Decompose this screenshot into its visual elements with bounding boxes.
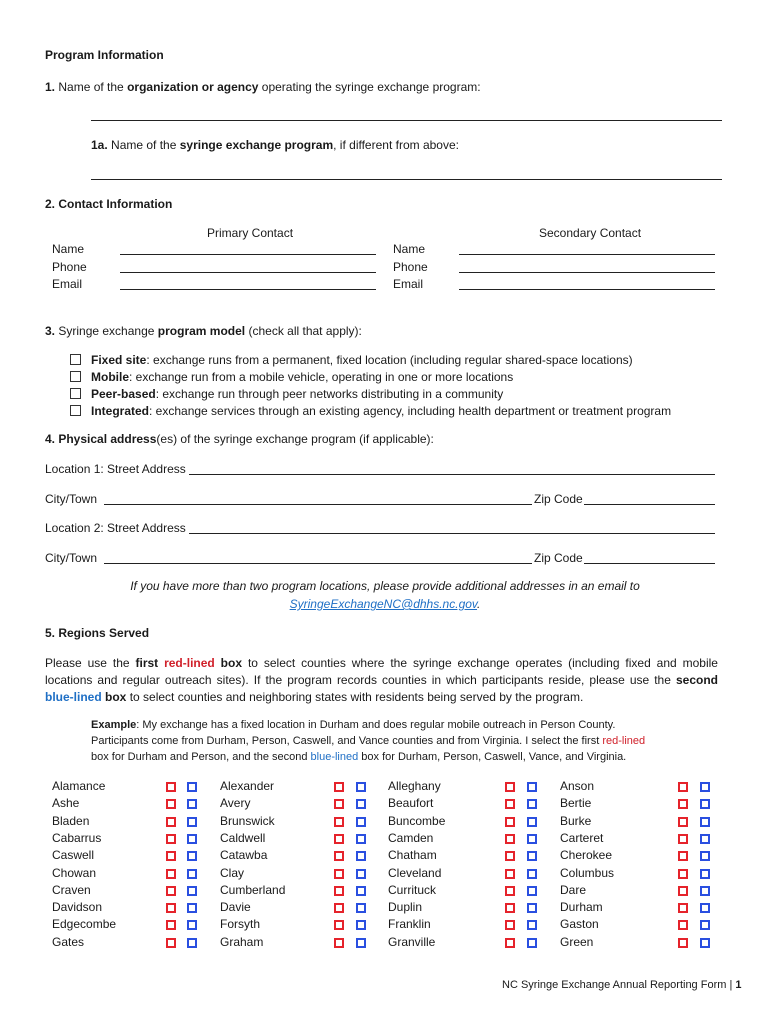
- primary-name-label: Name: [52, 242, 85, 256]
- county-operates-checkbox[interactable]: [334, 851, 344, 861]
- county-operates-checkbox[interactable]: [166, 920, 176, 930]
- county-label: Brunswick: [220, 813, 275, 828]
- county-label: Alamance: [52, 779, 106, 793]
- county-label: Bladen: [52, 813, 90, 828]
- county-residents-checkbox[interactable]: [527, 851, 537, 861]
- county-label: Duplin: [388, 900, 423, 915]
- county-residents-checkbox[interactable]: [356, 869, 366, 879]
- peer-based-option: Peer-based: exchange run through peer networks distributing in a community: [91, 387, 504, 401]
- county-residents-checkbox[interactable]: [187, 869, 197, 879]
- county-residents-checkbox[interactable]: [527, 869, 537, 879]
- county-residents-checkbox[interactable]: [700, 782, 710, 792]
- county-label: Camden: [388, 830, 434, 845]
- county-residents-checkbox[interactable]: [700, 869, 710, 879]
- county-residents-checkbox[interactable]: [356, 886, 366, 896]
- county-operates-checkbox[interactable]: [678, 782, 688, 792]
- county-operates-checkbox[interactable]: [678, 799, 688, 809]
- zip-2-label: Zip Code: [534, 551, 583, 565]
- county-residents-checkbox[interactable]: [356, 903, 366, 913]
- secondary-name-label: Name: [393, 242, 426, 256]
- county-label: Edgecombe: [52, 917, 117, 932]
- county-operates-checkbox[interactable]: [334, 782, 344, 792]
- county-residents-checkbox[interactable]: [356, 782, 366, 792]
- zip-1-field[interactable]: [584, 504, 715, 505]
- county-residents-checkbox[interactable]: [356, 920, 366, 930]
- county-residents-checkbox[interactable]: [356, 938, 366, 948]
- regions-example: Example: My exchange has a fixed location in Durham and does regular mobile outreach in Person County. Participants come from Durham, Person, Caswell, and Vance counties and from Virginia. I select the first red-lined box for Durham and Person, and the second blue-lined box for Durham, Person, Caswell, Vance, and Virginia.: [91, 719, 646, 763]
- county-label: Alexander: [220, 779, 275, 793]
- county-residents-checkbox[interactable]: [187, 938, 197, 948]
- county-operates-checkbox[interactable]: [166, 886, 176, 896]
- secondary-name-field[interactable]: [459, 254, 715, 255]
- city-1-field[interactable]: [104, 504, 532, 505]
- county-operates-checkbox[interactable]: [678, 851, 688, 861]
- county-label: Craven: [52, 882, 91, 897]
- county-label: Chowan: [52, 865, 97, 880]
- county-residents-checkbox[interactable]: [356, 799, 366, 809]
- primary-contact-label: Primary Contact: [207, 226, 294, 240]
- city-2-field[interactable]: [104, 563, 532, 564]
- county-residents-checkbox[interactable]: [356, 817, 366, 827]
- section-heading-contact: 2. Contact Information: [45, 197, 173, 211]
- secondary-contact-label: Secondary Contact: [539, 226, 642, 240]
- integrated-checkbox[interactable]: [70, 405, 81, 416]
- county-operates-checkbox[interactable]: [334, 834, 344, 844]
- secondary-email-label: Email: [393, 277, 424, 291]
- county-residents-checkbox[interactable]: [700, 851, 710, 861]
- fixed-site-option: Fixed site: exchange runs from a permanent, fixed location (including regular shared-space locations): [91, 353, 633, 367]
- county-label: Gates: [52, 934, 85, 949]
- county-label: Buncombe: [388, 813, 446, 828]
- question-4: 4. Physical address(es) of the syringe exchange program (if applicable):: [45, 432, 434, 446]
- county-operates-checkbox[interactable]: [505, 903, 515, 913]
- county-label: Chatham: [388, 848, 437, 863]
- location-2-street-field[interactable]: [189, 533, 715, 534]
- county-operates-checkbox[interactable]: [334, 799, 344, 809]
- county-residents-checkbox[interactable]: [527, 782, 537, 792]
- county-operates-checkbox[interactable]: [678, 886, 688, 896]
- county-operates-checkbox[interactable]: [678, 834, 688, 844]
- section-heading-program-information: Program Information: [45, 48, 164, 62]
- primary-phone-label: Phone: [52, 260, 87, 274]
- county-operates-checkbox[interactable]: [334, 938, 344, 948]
- county-label: Burke: [560, 813, 592, 828]
- county-residents-checkbox[interactable]: [187, 799, 197, 809]
- county-label: Catawba: [220, 848, 268, 863]
- mobile-option: Mobile: exchange run from a mobile vehicle, operating in one or more locations: [91, 370, 514, 384]
- fixed-site-checkbox[interactable]: [70, 354, 81, 365]
- county-label: Franklin: [388, 917, 431, 932]
- county-label: Graham: [220, 934, 264, 949]
- county-operates-checkbox[interactable]: [334, 886, 344, 896]
- peer-based-checkbox[interactable]: [70, 388, 81, 399]
- county-label: Granville: [388, 934, 436, 949]
- county-operates-checkbox[interactable]: [678, 869, 688, 879]
- question-1: 1. Name of the organization or agency operating the syringe exchange program:: [45, 80, 481, 94]
- county-label: Gaston: [560, 917, 599, 932]
- zip-2-field[interactable]: [584, 563, 715, 564]
- county-operates-checkbox[interactable]: [505, 920, 515, 930]
- primary-name-field[interactable]: [120, 254, 376, 255]
- city-2-label: City/Town: [45, 551, 98, 565]
- primary-email-field[interactable]: [120, 289, 376, 290]
- county-residents-checkbox[interactable]: [187, 782, 197, 792]
- county-residents-checkbox[interactable]: [187, 903, 197, 913]
- syringe-exchange-email-link[interactable]: SyringeExchangeNC@dhhs.nc.gov: [289, 597, 478, 611]
- county-operates-checkbox[interactable]: [166, 834, 176, 844]
- county-residents-checkbox[interactable]: [700, 938, 710, 948]
- additional-locations-note: If you have more than two program locations, please provide additional addresses in an email to: [130, 579, 640, 593]
- county-residents-checkbox[interactable]: [700, 817, 710, 827]
- county-residents-checkbox[interactable]: [356, 834, 366, 844]
- county-operates-checkbox[interactable]: [334, 817, 344, 827]
- county-residents-checkbox[interactable]: [527, 920, 537, 930]
- county-operates-checkbox[interactable]: [505, 938, 515, 948]
- county-residents-checkbox[interactable]: [527, 799, 537, 809]
- location-1-street-field[interactable]: [189, 474, 715, 475]
- county-label: Cherokee: [560, 848, 613, 863]
- county-residents-checkbox[interactable]: [527, 834, 537, 844]
- county-label: Cumberland: [220, 882, 286, 897]
- county-label: Davie: [220, 900, 251, 915]
- section-heading-regions: 5. Regions Served: [45, 626, 150, 640]
- program-name-field[interactable]: [91, 179, 722, 180]
- secondary-phone-label: Phone: [393, 260, 428, 274]
- county-label: Green: [560, 934, 594, 949]
- county-residents-checkbox[interactable]: [356, 851, 366, 861]
- county-operates-checkbox[interactable]: [166, 851, 176, 861]
- county-label: Cabarrus: [52, 830, 102, 845]
- primary-phone-field[interactable]: [120, 272, 376, 273]
- county-label: Alleghany: [388, 779, 441, 793]
- county-residents-checkbox[interactable]: [187, 834, 197, 844]
- county-residents-checkbox[interactable]: [700, 834, 710, 844]
- county-residents-checkbox[interactable]: [527, 817, 537, 827]
- county-label: Durham: [560, 900, 603, 915]
- county-label: Ashe: [52, 796, 80, 811]
- organization-name-field[interactable]: [91, 120, 722, 121]
- secondary-email-field[interactable]: [459, 289, 715, 290]
- county-label: Clay: [220, 865, 245, 880]
- county-residents-checkbox[interactable]: [700, 903, 710, 913]
- county-label: Cleveland: [388, 865, 442, 880]
- location-1-street-label: Location 1: Street Address: [45, 462, 186, 476]
- county-operates-checkbox[interactable]: [166, 938, 176, 948]
- county-operates-checkbox[interactable]: [678, 903, 688, 913]
- email-line: SyringeExchangeNC@dhhs.nc.gov.: [289, 597, 481, 611]
- county-residents-checkbox[interactable]: [700, 920, 710, 930]
- county-label: Forsyth: [220, 917, 261, 932]
- location-2-street-label: Location 2: Street Address: [45, 521, 186, 535]
- county-label: Avery: [220, 796, 251, 811]
- county-operates-checkbox[interactable]: [166, 869, 176, 879]
- county-operates-checkbox[interactable]: [678, 920, 688, 930]
- county-operates-checkbox[interactable]: [505, 782, 515, 792]
- county-label: Currituck: [388, 882, 437, 897]
- primary-email-label: Email: [52, 277, 83, 291]
- county-residents-checkbox[interactable]: [527, 938, 537, 948]
- county-operates-checkbox[interactable]: [334, 869, 344, 879]
- county-label: Caswell: [52, 848, 95, 863]
- county-label: Davidson: [52, 900, 103, 915]
- county-residents-checkbox[interactable]: [187, 851, 197, 861]
- county-residents-checkbox[interactable]: [187, 920, 197, 930]
- county-residents-checkbox[interactable]: [527, 903, 537, 913]
- county-operates-checkbox[interactable]: [678, 938, 688, 948]
- county-operates-checkbox[interactable]: [166, 903, 176, 913]
- county-operates-checkbox[interactable]: [505, 869, 515, 879]
- county-operates-checkbox[interactable]: [166, 799, 176, 809]
- county-label: Carteret: [560, 830, 604, 845]
- county-operates-checkbox[interactable]: [505, 886, 515, 896]
- county-operates-checkbox[interactable]: [505, 799, 515, 809]
- question-3: 3. Syringe exchange program model (check all that apply):: [45, 324, 362, 338]
- zip-1-label: Zip Code: [534, 492, 583, 506]
- county-residents-checkbox[interactable]: [700, 886, 710, 896]
- regions-instructions: Please use the first red-lined box to select counties where the syringe exchange operates (including fixed and mobile locations and regular outreach sites). If the program records counties in which participants reside, please use the second blue-lined box to select counties and neighboring states with residents being served by the program.: [45, 656, 718, 704]
- secondary-phone-field[interactable]: [459, 272, 715, 273]
- county-operates-checkbox[interactable]: [505, 851, 515, 861]
- county-operates-checkbox[interactable]: [334, 903, 344, 913]
- county-label: Dare: [560, 882, 587, 897]
- county-label: Anson: [560, 779, 595, 793]
- county-residents-checkbox[interactable]: [187, 886, 197, 896]
- county-operates-checkbox[interactable]: [678, 817, 688, 827]
- county-label: Bertie: [560, 796, 592, 811]
- county-operates-checkbox[interactable]: [505, 817, 515, 827]
- county-label: Columbus: [560, 865, 615, 880]
- question-1a: 1a. Name of the syringe exchange program, if different from above:: [91, 138, 459, 152]
- page-footer: NC Syringe Exchange Annual Reporting Form | 1: [502, 979, 742, 991]
- county-residents-checkbox[interactable]: [527, 886, 537, 896]
- integrated-option: Integrated: exchange services through an existing agency, including health department or treatment program: [91, 404, 672, 418]
- county-label: Beaufort: [388, 796, 434, 811]
- county-operates-checkbox[interactable]: [166, 782, 176, 792]
- county-residents-checkbox[interactable]: [700, 799, 710, 809]
- mobile-checkbox[interactable]: [70, 371, 81, 382]
- county-residents-checkbox[interactable]: [187, 817, 197, 827]
- county-operates-checkbox[interactable]: [505, 834, 515, 844]
- county-operates-checkbox[interactable]: [166, 817, 176, 827]
- county-label: Caldwell: [220, 830, 266, 845]
- county-operates-checkbox[interactable]: [334, 920, 344, 930]
- city-1-label: City/Town: [45, 492, 98, 506]
